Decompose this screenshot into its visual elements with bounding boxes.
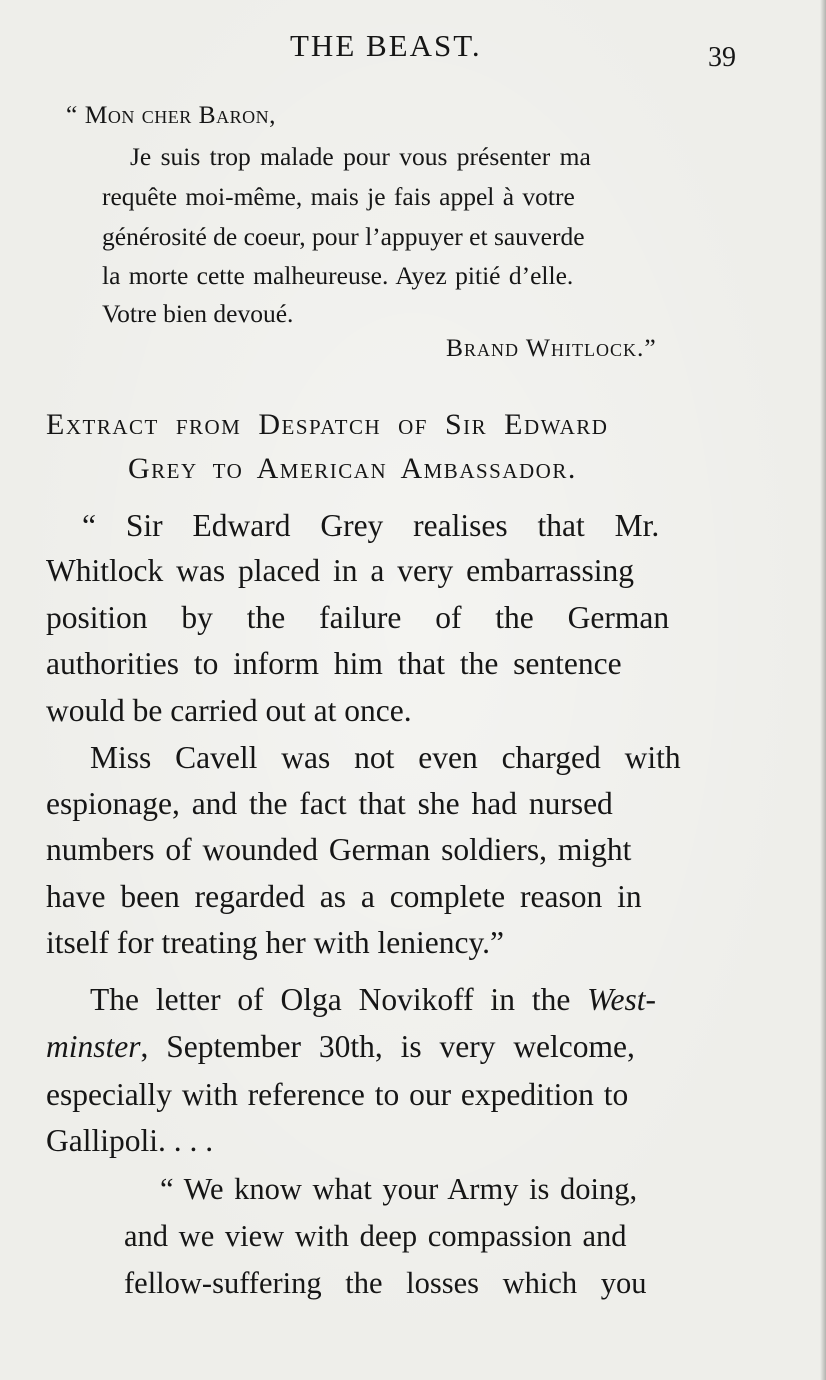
page-header <box>0 28 826 73</box>
letter-line: la morte cette malheureuse. Ayez pitié d’elle. <box>102 261 574 290</box>
text-line: numbers of wounded German soldiers, might <box>46 832 632 867</box>
text-line: Whitlock was placed in a very embarrassing <box>46 553 635 588</box>
text-span: , September 30th, is very welcome, <box>140 1029 635 1064</box>
letter-line: Votre bien devoué. <box>102 299 294 328</box>
letter-line: générosité de coeur, pour l’appuyer et sauverde <box>102 222 585 251</box>
text-line <box>46 1029 635 1065</box>
letter-line: requête moi-même, mais je fais appel à votre <box>102 182 575 211</box>
italic-text: minster <box>46 1029 141 1064</box>
text-line: Gallipoli. . . . <box>46 1123 214 1158</box>
heading-line-2: Grey to American Ambassador. <box>128 452 577 485</box>
text-line: Miss Cavell was not even charged with <box>90 740 681 775</box>
text-line: espionage, and the fact that she had nursed <box>46 786 613 821</box>
quote-line: and we view with deep compassion and <box>124 1219 627 1253</box>
letter-salutation: “ Mon cher Baron, <box>66 100 277 129</box>
text-line: position by the failure of the German <box>46 600 670 635</box>
italic-text: West- <box>587 982 657 1017</box>
heading-line-1: Extract from Despatch of Sir Edward <box>46 408 609 441</box>
running-title: THE BEAST. <box>290 28 482 63</box>
text-line <box>90 982 656 1018</box>
quote-line: “ We know what your Army is doing, <box>160 1172 638 1206</box>
text-line: would be carried out at once. <box>46 693 412 728</box>
text-line: authorities to inform him that the sentence <box>46 646 622 681</box>
text-span: The letter of Olga Novikoff in the <box>90 982 588 1017</box>
text-line: itself for treating her with leniency.” <box>46 925 505 960</box>
letter-line: Je suis trop malade pour vous présenter ma <box>130 142 591 171</box>
text-line: have been regarded as a complete reason in <box>46 879 642 914</box>
page-number: 39 <box>708 42 736 73</box>
text-line: “ Sir Edward Grey realises that Mr. <box>82 508 660 543</box>
page-edge-shadow <box>820 0 826 1380</box>
text-line: especially with reference to our expedition to <box>46 1077 629 1112</box>
letter-signature: Brand Whitlock.” <box>446 333 657 362</box>
quote-line: fellow-suffering the losses which you <box>124 1266 647 1300</box>
